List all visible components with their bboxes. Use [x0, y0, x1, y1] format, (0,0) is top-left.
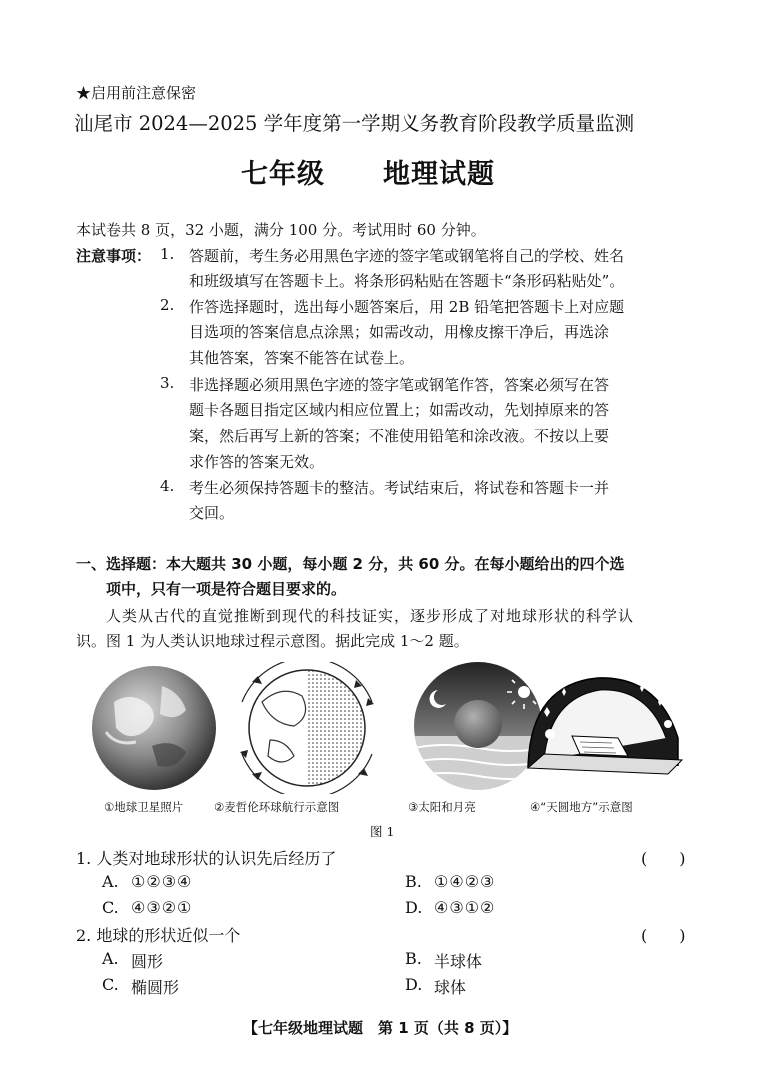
option-text: 圆形 [131, 952, 164, 971]
question-1-stem: 1. 人类对地球形状的认识先后经历了 [76, 849, 337, 868]
page-footer: 【七年级地理试题 第 1 页（共 8 页）】 [243, 1019, 518, 1037]
option-letter: D. [405, 975, 423, 994]
option-text: ④③②① [131, 898, 193, 917]
earth-satellite-photo [92, 666, 216, 790]
figure-caption-2: ②麦哲伦环球航行示意图 [214, 800, 340, 814]
section-heading-cont: 项中，只有一项是符合题目要求的。 [106, 580, 347, 598]
notice-line: 目选项的答案信息点涂黑；如需改动，用橡皮擦干净后，再选涂 [189, 323, 610, 341]
answer-blank: ( ) [641, 926, 686, 945]
option-text: ④③①② [434, 898, 496, 917]
title-grade: 七年级 [241, 159, 325, 190]
confidential-mark: ★启用前注意保密 [76, 84, 197, 102]
option-letter: D. [405, 898, 423, 917]
notice-line: 作答选择题时，选出每小题答案后，用 2B 铅笔把答题卡上对应题 [189, 298, 625, 316]
notice-label: 注意事项： [76, 247, 152, 265]
notice-line: 其他答案，答案不能答在试卷上。 [189, 349, 415, 367]
exam-title-line: 汕尾市 2024—2025 学年度第一学期义务教育阶段教学质量监测 [74, 112, 635, 135]
option-letter: C. [102, 898, 119, 917]
exam-intro: 本试卷共 8 页，32 小题，满分 100 分。考试用时 60 分钟。 [76, 221, 486, 239]
option-text: 椭圆形 [131, 978, 180, 997]
notice-line: 答题前，考生务必用黑色字迹的签字笔或钢笔将自己的学校、姓名 [189, 247, 625, 265]
figure-label: 图 1 [370, 824, 395, 839]
notice-number: 1. [160, 245, 175, 263]
notice-line: 求作答的答案无效。 [189, 453, 325, 471]
notice-line: 和班级填写在答题卡上。将条形码粘贴在答题卡“条形码粘贴处”。 [189, 272, 625, 290]
option-text: ①④②③ [434, 872, 496, 891]
option-text: ①②③④ [131, 872, 193, 891]
figure-1-images [92, 662, 712, 794]
figure-caption-1: ①地球卫星照片 [104, 800, 184, 814]
notice-line: 题卡各题目指定区域内相应位置上；如需改动，先划掉原来的答 [189, 401, 610, 419]
notice-number: 3. [160, 374, 175, 392]
option-text: 半球体 [434, 952, 483, 971]
notice-number: 2. [160, 296, 175, 314]
round-sky-square-earth-diagram [528, 678, 682, 774]
magellan-voyage-diagram [240, 662, 374, 794]
figure-caption-3: ③太阳和月亮 [408, 800, 476, 814]
section-heading: 一、选择题：本大题共 30 小题，每小题 2 分，共 60 分。在每小题给出的四个选 [76, 555, 625, 573]
passage-line: 人类从古代的直觉推断到现代的科技证实，逐步形成了对地球形状的科学认 [106, 607, 635, 625]
notice-line: 非选择题必须用黑色字迹的签字笔或钢笔作答，答案必须写在答 [189, 376, 610, 394]
notice-line: 考生必须保持答题卡的整洁。考试结束后，将试卷和答题卡一并 [189, 479, 610, 497]
option-letter: B. [405, 872, 422, 891]
option-letter: A. [102, 872, 119, 891]
option-letter: B. [405, 949, 422, 968]
figure-caption-4: ④“天圆地方”示意图 [530, 800, 633, 814]
sun-and-moon-image [414, 662, 544, 794]
option-letter: C. [102, 975, 119, 994]
passage-line: 识。图 1 为人类认识地球过程示意图。据此完成 1～2 题。 [76, 632, 469, 650]
answer-blank: ( ) [641, 849, 686, 868]
notice-number: 4. [160, 477, 175, 495]
notice-line: 案，然后再写上新的答案；不准使用铅笔和涂改液。不按以上要 [189, 427, 610, 445]
option-letter: A. [102, 949, 119, 968]
title-subject: 地理试题 [383, 159, 495, 190]
notice-line: 交回。 [189, 504, 235, 522]
question-2-stem: 2. 地球的形状近似一个 [76, 926, 241, 945]
option-text: 球体 [434, 978, 467, 997]
